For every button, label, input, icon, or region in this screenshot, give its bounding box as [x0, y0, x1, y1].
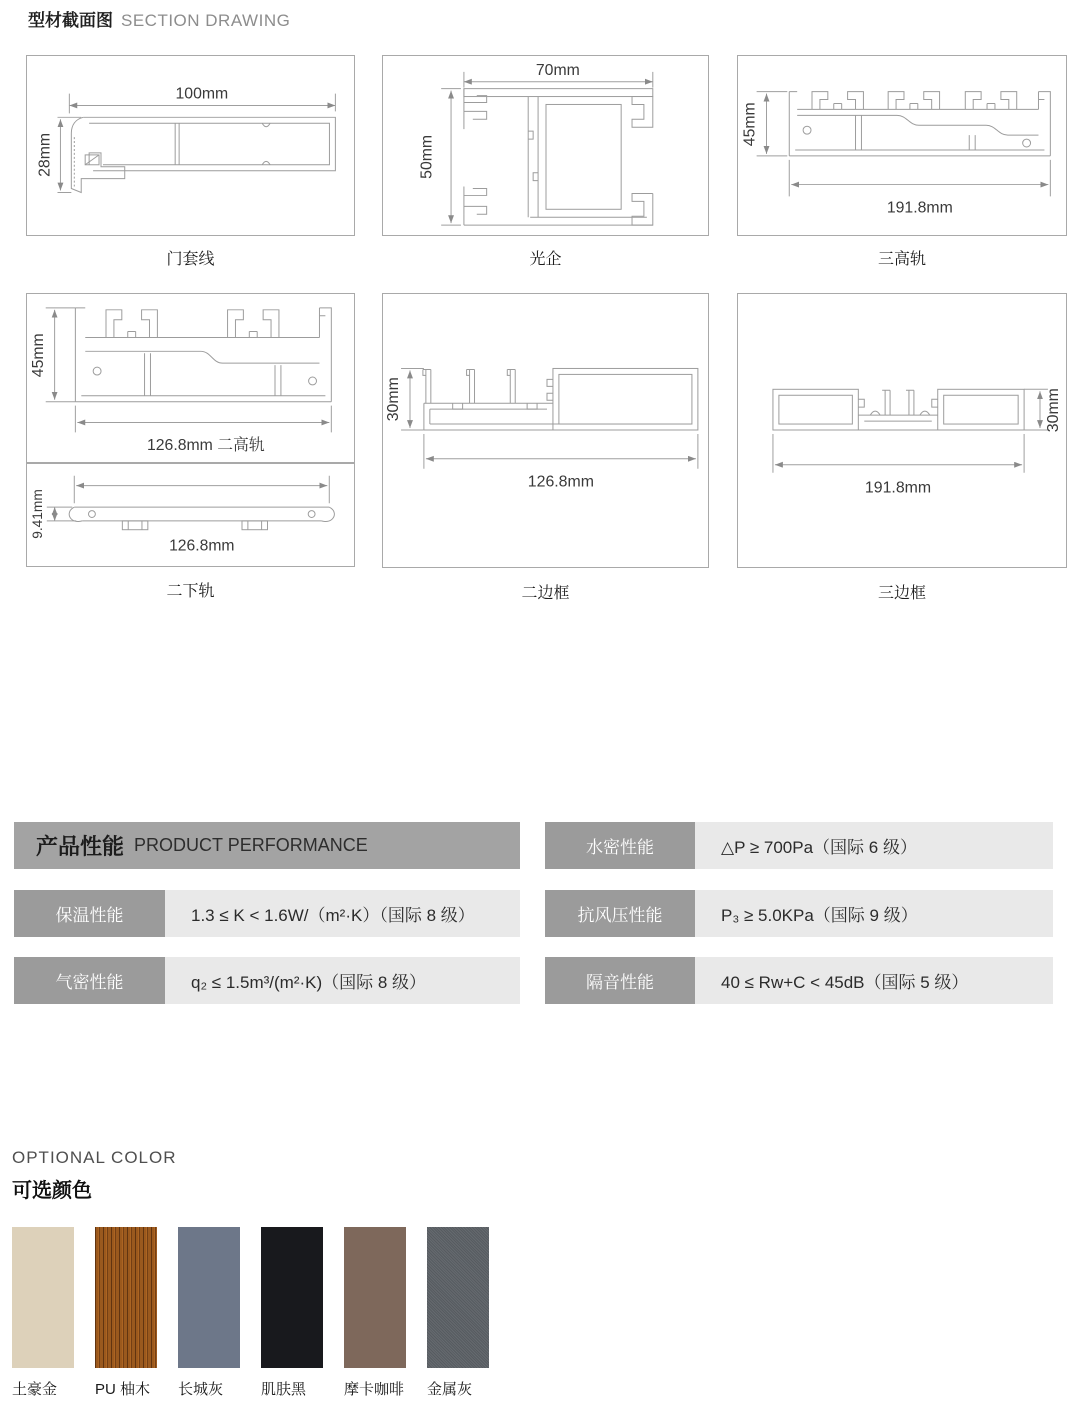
- swatch-label: 肌肤黑: [261, 1381, 307, 1398]
- dim-label-height: 28mm: [36, 132, 54, 177]
- color-swatch-mocha-coffee: [344, 1227, 406, 1368]
- perf-value-wind-pressure: P₃ ≥ 5.0KPa（国际 9 级）: [695, 890, 1053, 937]
- triple-high-track-svg: [738, 56, 1066, 235]
- drawing-label-door-casing-line: 门套线: [166, 251, 215, 268]
- drawing-door-casing-line: [26, 55, 355, 236]
- perf-label-sound-insulation: 隔音性能: [545, 957, 695, 1004]
- swatch-item-skin-black: [261, 1227, 323, 1399]
- product-performance-header: [14, 822, 520, 869]
- swatch-label: 长城灰: [178, 1381, 224, 1398]
- drawing-triple-side-frame: [737, 293, 1067, 568]
- drawing-double-side-frame: [382, 293, 709, 568]
- color-swatch-row: [12, 1227, 489, 1399]
- dim-label-height: 45mm: [741, 102, 759, 147]
- color-swatch-metal-gray: [427, 1227, 489, 1368]
- drawing-label-double-bottom-track: 二下轨: [166, 583, 215, 600]
- dim-label-width: 70mm: [535, 61, 580, 79]
- dim-label-height: 30mm: [1044, 388, 1062, 433]
- double-side-frame-svg: [383, 294, 708, 567]
- optional-color-title-cn: 可选颜色: [12, 1180, 92, 1202]
- perf-value-thermal: 1.3 ≤ K < 1.6W/（m²·K）（国际 8 级）: [165, 890, 520, 937]
- swatch-item-mocha-coffee: [344, 1227, 406, 1399]
- optional-color-title-en: OPTIONAL COLOR: [12, 1148, 177, 1167]
- swatch-label: 摩卡咖啡: [344, 1381, 405, 1398]
- dim-label-height: 30mm: [385, 377, 403, 422]
- drawing-label-triple-high-track: 三高轨: [877, 251, 926, 268]
- color-swatch-greatwall-gray: [178, 1227, 240, 1368]
- swatch-item-gold: [12, 1227, 74, 1399]
- performance-title-en: PRODUCT PERFORMANCE: [134, 835, 368, 855]
- dim-label-width: 100mm: [175, 85, 229, 103]
- dim-label-height: 50mm: [418, 134, 436, 179]
- swatch-label: PU 柚木: [95, 1381, 151, 1398]
- color-swatch-skin-black: [261, 1227, 323, 1368]
- guangqi-stile-svg: [383, 56, 708, 235]
- dim-label-width: 191.8mm: [886, 199, 953, 217]
- drawing-triple-high-track: [737, 55, 1067, 236]
- double-high-track-svg: [27, 294, 354, 462]
- drawing-label-guangqi: 光企: [529, 251, 562, 268]
- dim-label-width: 191.8mm: [864, 479, 932, 497]
- swatch-item-metal-gray: [427, 1227, 489, 1399]
- drawing-double-bottom-track: [26, 463, 355, 567]
- double-bottom-track-svg: [27, 464, 354, 566]
- color-swatch-gold: [12, 1227, 74, 1368]
- swatch-item-greatwall-gray: [178, 1227, 240, 1399]
- swatch-label: 金属灰: [427, 1381, 473, 1398]
- dim-label-width: 126.8mm 二高轨: [146, 437, 265, 455]
- drawing-double-high-track: [26, 293, 355, 463]
- triple-side-frame-svg: [738, 294, 1066, 567]
- section-drawing-header: [28, 6, 290, 31]
- perf-label-airtight: 气密性能: [14, 957, 165, 1004]
- performance-title-cn: 产品性能: [36, 834, 125, 859]
- perf-label-watertight: 水密性能: [545, 822, 695, 869]
- drawing-label-triple-side-frame: 三边框: [877, 585, 926, 602]
- dim-label-height: 45mm: [29, 333, 47, 378]
- perf-label-wind-pressure: 抗风压性能: [545, 890, 695, 937]
- header-title-cn: 型材截面图: [28, 11, 113, 30]
- perf-label-thermal: 保温性能: [14, 890, 165, 937]
- swatch-item-pu-teak: [95, 1227, 157, 1399]
- dim-label-width: 126.8mm: [169, 537, 235, 555]
- header-title-en: SECTION DRAWING: [121, 11, 291, 30]
- dim-label-width: 126.8mm: [527, 473, 594, 491]
- swatch-label: 土豪金: [12, 1381, 58, 1398]
- color-swatch-pu-teak: [95, 1227, 157, 1368]
- drawing-guangqi-stile: [382, 55, 709, 236]
- drawing-label-double-side-frame: 二边框: [521, 585, 570, 602]
- dim-label-height: 9.41mm: [29, 489, 45, 539]
- perf-value-airtight: q₂ ≤ 1.5m³/(m²·K)（国际 8 级）: [165, 957, 520, 1004]
- door-casing-line-svg: [27, 56, 354, 235]
- perf-value-watertight: △P ≥ 700Pa（国际 6 级）: [695, 822, 1053, 869]
- perf-value-sound-insulation: 40 ≤ Rw+C < 45dB（国际 5 级）: [695, 957, 1053, 1004]
